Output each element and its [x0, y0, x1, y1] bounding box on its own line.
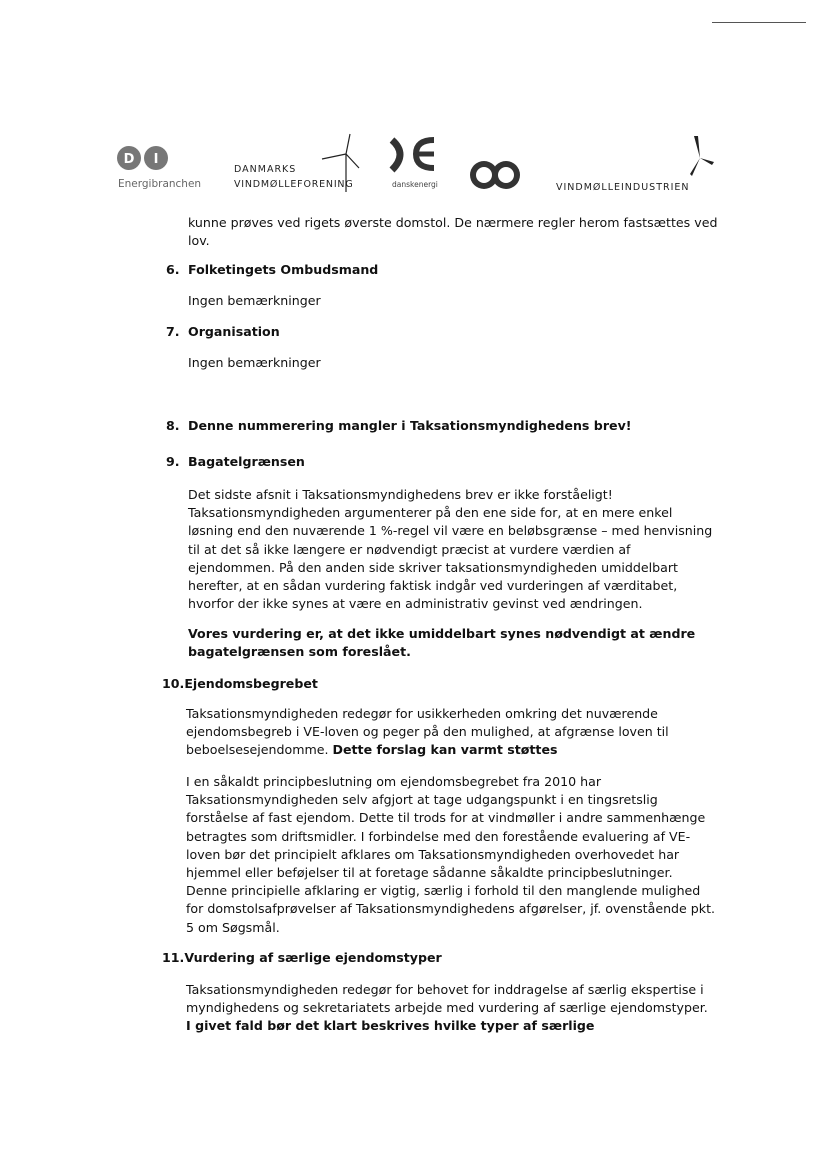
section-11-title: Vurdering af særlige ejendomstyper [184, 950, 442, 965]
section-7-body: Ingen bemærkninger [188, 355, 321, 370]
section-9-conclusion: Vores vurdering er, at det ikke umiddelbart synes nødvendigt at ændre bagatelgrænsen som foreslået. [188, 626, 696, 660]
section-10-p1-bold: Dette forslag kan varmt støttes [332, 742, 558, 758]
vindmolleindustrien-caption: VINDMØLLEINDUSTRIEN [556, 182, 690, 193]
dv-caption-line2: VINDMØLLEFORENING [234, 179, 354, 190]
wind-turbine-icon [318, 132, 366, 196]
section-7-number: 7. [166, 324, 180, 339]
section-6-title: Folketingets Ombudsmand [188, 262, 379, 277]
logo-row [0, 120, 825, 200]
section-9-title: Bagatelgrænsen [188, 454, 305, 469]
section-9-number: 9. [166, 454, 180, 469]
section-11-heading [162, 949, 442, 967]
section-8-heading [166, 417, 632, 435]
landbrug-logo [469, 156, 521, 198]
section-6-body: Ingen bemærkninger [188, 293, 321, 308]
svg-text:I: I [153, 152, 159, 167]
section-9-heading [166, 453, 305, 471]
section-9-body: Det sidste afsnit i Taksationsmyndighedens brev er ikke forståeligt! Taksationsmyndigheden argumenterer på den ene side for, at en mere enkel løsning end den nuværende 1 %-regel vil være en beløbsgrænse – med henvisning til at det så ikke længere er nødvendigt præcist at vurdere værdien af ejendommen. På den anden side skriver taksationsmyndigheden umiddelbart herefter, at en sådan vurdering faktisk indgår ved vurderingen af værditabet, hvorfor der ikke synes at være en administrativ gevinst ved ændringen. [188, 487, 713, 612]
energibranchen-caption: Energibranchen [118, 178, 202, 190]
section-8-title: Denne nummerering mangler i Taksationsmyndighedens brev! [188, 418, 632, 433]
vindmolle-turbine-icon [686, 132, 716, 186]
di-energibranchen-logo [112, 144, 174, 178]
section-6-heading [166, 261, 378, 279]
section-11-p1-bold: I givet fald bør det klart beskrives hvilke typer af særlige [186, 1018, 595, 1034]
intro-paragraph: kunne prøves ved rigets øverste domstol. De nærmere regler herom fastsættes ved lov. [188, 215, 718, 249]
dv-caption-line1: DANMARKS [234, 164, 297, 175]
section-10-title: Ejendomsbegrebet [184, 676, 318, 691]
section-11-number: 11. [162, 950, 185, 965]
section-11-paragraph-1 [186, 981, 716, 1036]
di-logo-icon [112, 144, 174, 174]
dansk-energi-logo [386, 134, 442, 180]
top-rule [712, 22, 806, 23]
section-8-number: 8. [166, 418, 180, 433]
svg-text:D: D [123, 152, 135, 167]
section-10-heading [162, 675, 318, 693]
section-6-number: 6. [166, 262, 180, 277]
section-7-heading [166, 323, 280, 341]
section-10-paragraph-2: I en såkaldt principbeslutning om ejendomsbegrebet fra 2010 har Taksationsmyndigheden selv afgjort at tage udgangspunkt i en tingsretslig forståelse af fast ejendom. Dette til trods for at vindmøller i andre sammenhænge betragtes som driftsmidler. I forbindelse med den forestående evaluering af VE-loven bør det principielt afklares om Taksationsmyndigheden overhovedet har hjemmel eller beføjelser til at foretage sådanne såkaldte principbeslutninger. Denne principielle afklaring er vigtig, særlig i forhold til den manglende mulighed for domstolsafprøvelser af Taksationsmyndighedens afgørelser, jf. ovenstående pkt. 5 om Søgsmål. [186, 774, 716, 935]
section-10-number: 10. [162, 676, 185, 691]
section-10-paragraph-1 [186, 705, 716, 760]
section-11-p1-text: Taksationsmyndigheden redegør for behovet for inddragelse af særlig ekspertise i myndighedens og sekretariatets arbejde med vurdering af særlige ejendomstyper. [186, 982, 708, 1016]
section-10-p1-text: Taksationsmyndigheden redegør for usikkerheden omkring det nuværende ejendomsbegreb i VE-loven og peger på den mulighed, at afgrænse loven til beboelsesejendomme. [186, 706, 669, 758]
dansk-energi-caption: danskenergi [392, 180, 438, 189]
section-7-title: Organisation [188, 324, 280, 339]
